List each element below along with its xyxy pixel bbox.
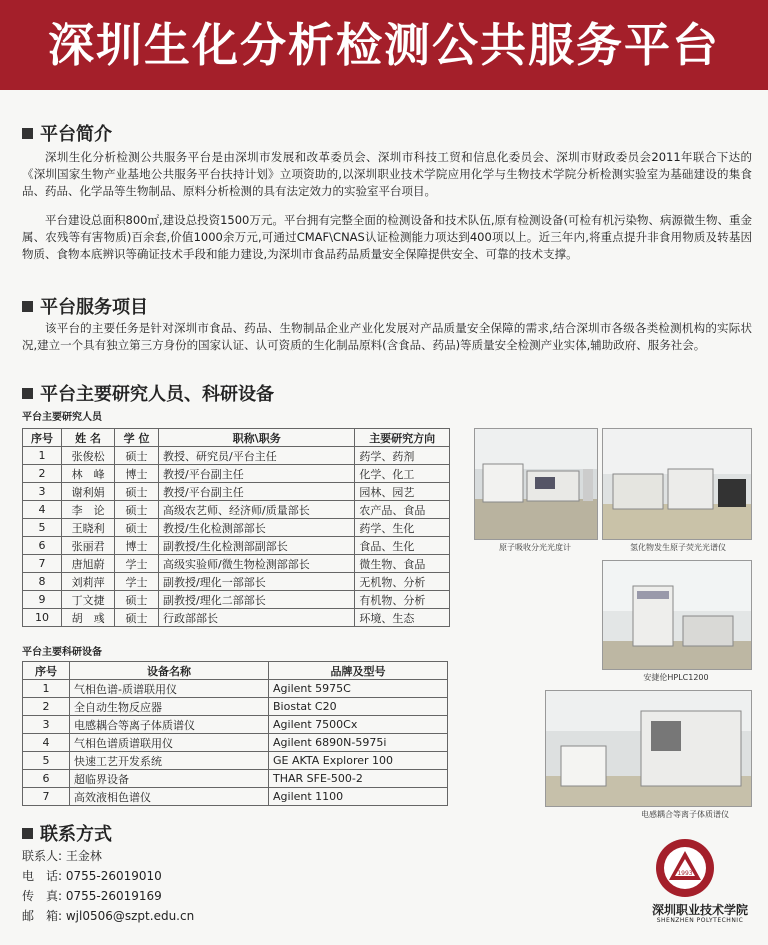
section-bullet-icon: [22, 828, 33, 839]
staff-row-cell: 硕士: [115, 501, 159, 519]
seal-year: 1993: [677, 870, 693, 877]
research-heading: [22, 380, 274, 406]
contact-person: 联系人: 王金林: [22, 849, 102, 863]
equip-row-cell: Agilent 1100: [269, 788, 448, 806]
equip-row-cell: 超临界设备: [70, 770, 269, 788]
staff-row-cell: 药学、药剂: [355, 447, 450, 465]
services-heading-text: 平台服务项目: [40, 297, 148, 318]
staff-row-cell: 硕士: [115, 483, 159, 501]
staff-row: [23, 465, 450, 483]
staff-row-cell: 教授/生化检测部部长: [159, 519, 355, 537]
equip-row-cell: 气相色谱质谱联用仪: [70, 734, 269, 752]
intro-paragraph-1: 深圳生化分析检测公共服务平台是由深圳市发展和改革委员会、深圳市科技工贸和信息化委员会、深圳市财政委员会2011年联合下达的《深圳国家生物产业基地公共服务平台扶持计划》立项资助的,以深圳职业技术学院应用化学与生物技术学院分析检测实验室为基础建设的集食品、药品、化学品等生物制品、原料分析检测的具有法定效力的实验室平台项目。: [22, 150, 752, 198]
equip-row-cell: 5: [23, 752, 70, 770]
staff-row-cell: 丁文捷: [62, 591, 115, 609]
staff-row-cell: 学士: [115, 555, 159, 573]
staff-row-cell: 3: [23, 483, 62, 501]
equip-row-cell: 高效液相色谱仪: [70, 788, 269, 806]
staff-row-cell: 1: [23, 447, 62, 465]
equip-row-cell: 全自动生物反应器: [70, 698, 269, 716]
equip-row-cell: 6: [23, 770, 70, 788]
equip-row-cell: 快速工艺开发系统: [70, 752, 269, 770]
staff-row: [23, 501, 450, 519]
staff-row-cell: 教授/平台副主任: [159, 465, 355, 483]
staff-row-cell: 胡 彧: [62, 609, 115, 627]
services-paragraph: 该平台的主要任务是针对深圳市食品、药品、生物制品企业产业化发展对产品质量安全保障的需求,结合深圳市各级各类检测机构的实际状况,建立一个具有独立第三方身份的国家认证、认可资质的生化制品原料(含食品、药品)等质量安全检测产业实体,辅助政府、服务社会。: [22, 321, 752, 352]
staff-row-cell: 硕士: [115, 519, 159, 537]
title-banner: [0, 0, 768, 90]
staff-table-label: 平台主要研究人员: [22, 412, 102, 423]
staff-col-field: 主要研究方向: [355, 429, 450, 447]
staff-row-cell: 硕士: [115, 609, 159, 627]
instrument-image: [603, 429, 751, 539]
staff-row-cell: 有机物、分析: [355, 591, 450, 609]
contact-phone: 电 话: 0755-26019010: [22, 869, 162, 883]
equip-row-cell: 电感耦合等离子体质谱仪: [70, 716, 269, 734]
staff-row-cell: 硕士: [115, 447, 159, 465]
contact-email: 邮 箱: wjl0506@szpt.edu.cn: [22, 909, 195, 923]
equip-row: [23, 734, 448, 752]
instrument-image: [475, 429, 597, 539]
staff-row-cell: 副教授/理化一部部长: [159, 573, 355, 591]
equip-row-cell: 气相色谱-质谱联用仪: [70, 680, 269, 698]
equip-row-cell: THAR SFE-500-2: [269, 770, 448, 788]
staff-row-cell: 4: [23, 501, 62, 519]
intro-heading: [22, 120, 112, 146]
photo-aas-caption: 原子吸收分光光度计: [499, 543, 571, 552]
staff-row-cell: 无机物、分析: [355, 573, 450, 591]
equip-row-cell: Agilent 6890N-5975i: [269, 734, 448, 752]
staff-col-name: 姓 名: [62, 429, 115, 447]
equip-table-label: 平台主要科研设备: [22, 647, 102, 658]
school-seal-logo: [655, 838, 715, 898]
staff-row-cell: 10: [23, 609, 62, 627]
instrument-image: [603, 561, 751, 669]
staff-row: [23, 537, 450, 555]
staff-row-cell: 硕士: [115, 591, 159, 609]
staff-row-cell: 博士: [115, 465, 159, 483]
staff-row-cell: 环境、生态: [355, 609, 450, 627]
equip-col-model: 品牌及型号: [269, 662, 448, 680]
equip-row-cell: 2: [23, 698, 70, 716]
equip-row: [23, 788, 448, 806]
staff-row: [23, 483, 450, 501]
equip-row: [23, 698, 448, 716]
staff-row-cell: 微生物、食品: [355, 555, 450, 573]
staff-table-header: [23, 429, 450, 447]
equip-col-no: 序号: [23, 662, 70, 680]
section-bullet-icon: [22, 301, 33, 312]
services-heading: [22, 293, 148, 319]
equip-row: [23, 716, 448, 734]
contact-fax: 传 真: 0755-26019169: [22, 889, 162, 903]
staff-row: [23, 555, 450, 573]
staff-row: [23, 519, 450, 537]
staff-row-cell: 张俊松: [62, 447, 115, 465]
research-heading-text: 平台主要研究人员、科研设备: [40, 384, 274, 405]
equip-row: [23, 680, 448, 698]
equip-row-cell: Agilent 7500Cx: [269, 716, 448, 734]
equip-row-cell: 3: [23, 716, 70, 734]
staff-row-cell: 副教授/生化检测部副部长: [159, 537, 355, 555]
staff-row-cell: 8: [23, 573, 62, 591]
staff-col-degree: 学 位: [115, 429, 159, 447]
photo-hplc: [602, 560, 752, 670]
staff-row-cell: 农产品、食品: [355, 501, 450, 519]
photo-afs-caption: 氢化物发生原子荧光光谱仪: [630, 543, 726, 552]
equip-table-header: [23, 662, 448, 680]
intro-paragraph-2: 平台建设总面积800㎡,建设总投资1500万元。平台拥有完整全面的检测设备和技术队伍,原有检测设备(可检有机污染物、病源微生物、重金属、农残等有害物质)百余套,价值1000余万元,可通过CMAF\CNAS认证检测能力项达到400项以上。近三年内,将重点提升非食用物质及转基因物质、食物本底辨识等确证技术手段和能力建设,为深圳市食品药品质量安全保障提供安全、可靠的技术支撑。: [22, 213, 753, 261]
staff-row-cell: 王晓利: [62, 519, 115, 537]
contact-heading-text: 联系方式: [40, 824, 112, 845]
equip-row: [23, 770, 448, 788]
photo-afs: [602, 428, 752, 540]
staff-row-cell: 学士: [115, 573, 159, 591]
instrument-image: [546, 691, 751, 806]
staff-row-cell: 唐旭蔚: [62, 555, 115, 573]
staff-row-cell: 2: [23, 465, 62, 483]
contact-block: [22, 846, 194, 926]
contact-heading: [22, 820, 112, 846]
staff-col-title: 职称\职务: [159, 429, 355, 447]
seal-icon: [655, 838, 715, 898]
staff-row: [23, 573, 450, 591]
staff-row-cell: 化学、化工: [355, 465, 450, 483]
staff-col-no: 序号: [23, 429, 62, 447]
equip-row-cell: Agilent 5975C: [269, 680, 448, 698]
staff-row-cell: 副教授/理化二部部长: [159, 591, 355, 609]
staff-row-cell: 食品、生化: [355, 537, 450, 555]
equip-row-cell: Biostat C20: [269, 698, 448, 716]
staff-row-cell: 高级农艺师、经济师/质量部长: [159, 501, 355, 519]
intro-heading-text: 平台简介: [40, 124, 112, 145]
staff-row-cell: 5: [23, 519, 62, 537]
staff-row-cell: 高级实验师/微生物检测部部长: [159, 555, 355, 573]
equipment-table: [22, 661, 448, 806]
equip-col-name: 设备名称: [70, 662, 269, 680]
page-title: 深圳生化分析检测公共服务平台: [48, 18, 720, 72]
school-name-cn: 深圳职业技术学院: [651, 903, 748, 917]
equip-row-cell: 7: [23, 788, 70, 806]
photo-aas: [474, 428, 598, 540]
staff-row-cell: 林 峰: [62, 465, 115, 483]
staff-row-cell: 6: [23, 537, 62, 555]
photo-icpms-caption: 电感耦合等离子体质谱仪: [641, 810, 729, 819]
equip-row-cell: GE AKTA Explorer 100: [269, 752, 448, 770]
staff-row: [23, 447, 450, 465]
staff-row-cell: 教授/平台副主任: [159, 483, 355, 501]
staff-row-cell: 教授、研究员/平台主任: [159, 447, 355, 465]
staff-row-cell: 9: [23, 591, 62, 609]
staff-row-cell: 谢利娟: [62, 483, 115, 501]
photo-hplc-caption: 安捷伦HPLC1200: [643, 673, 709, 682]
equip-row-cell: 4: [23, 734, 70, 752]
school-name-en: SHENZHEN POLYTECHNIC: [656, 917, 744, 924]
staff-row-cell: 行政部部长: [159, 609, 355, 627]
section-bullet-icon: [22, 388, 33, 399]
staff-row-cell: 李 论: [62, 501, 115, 519]
staff-table: [22, 428, 450, 627]
staff-row-cell: 刘莉萍: [62, 573, 115, 591]
staff-row-cell: 张丽君: [62, 537, 115, 555]
staff-row: [23, 609, 450, 627]
staff-row-cell: 博士: [115, 537, 159, 555]
staff-row-cell: 园林、园艺: [355, 483, 450, 501]
staff-row-cell: 7: [23, 555, 62, 573]
photo-icpms: [545, 690, 752, 807]
equip-row-cell: 1: [23, 680, 70, 698]
staff-row-cell: 药学、生化: [355, 519, 450, 537]
equip-row: [23, 752, 448, 770]
staff-row: [23, 591, 450, 609]
section-bullet-icon: [22, 128, 33, 139]
